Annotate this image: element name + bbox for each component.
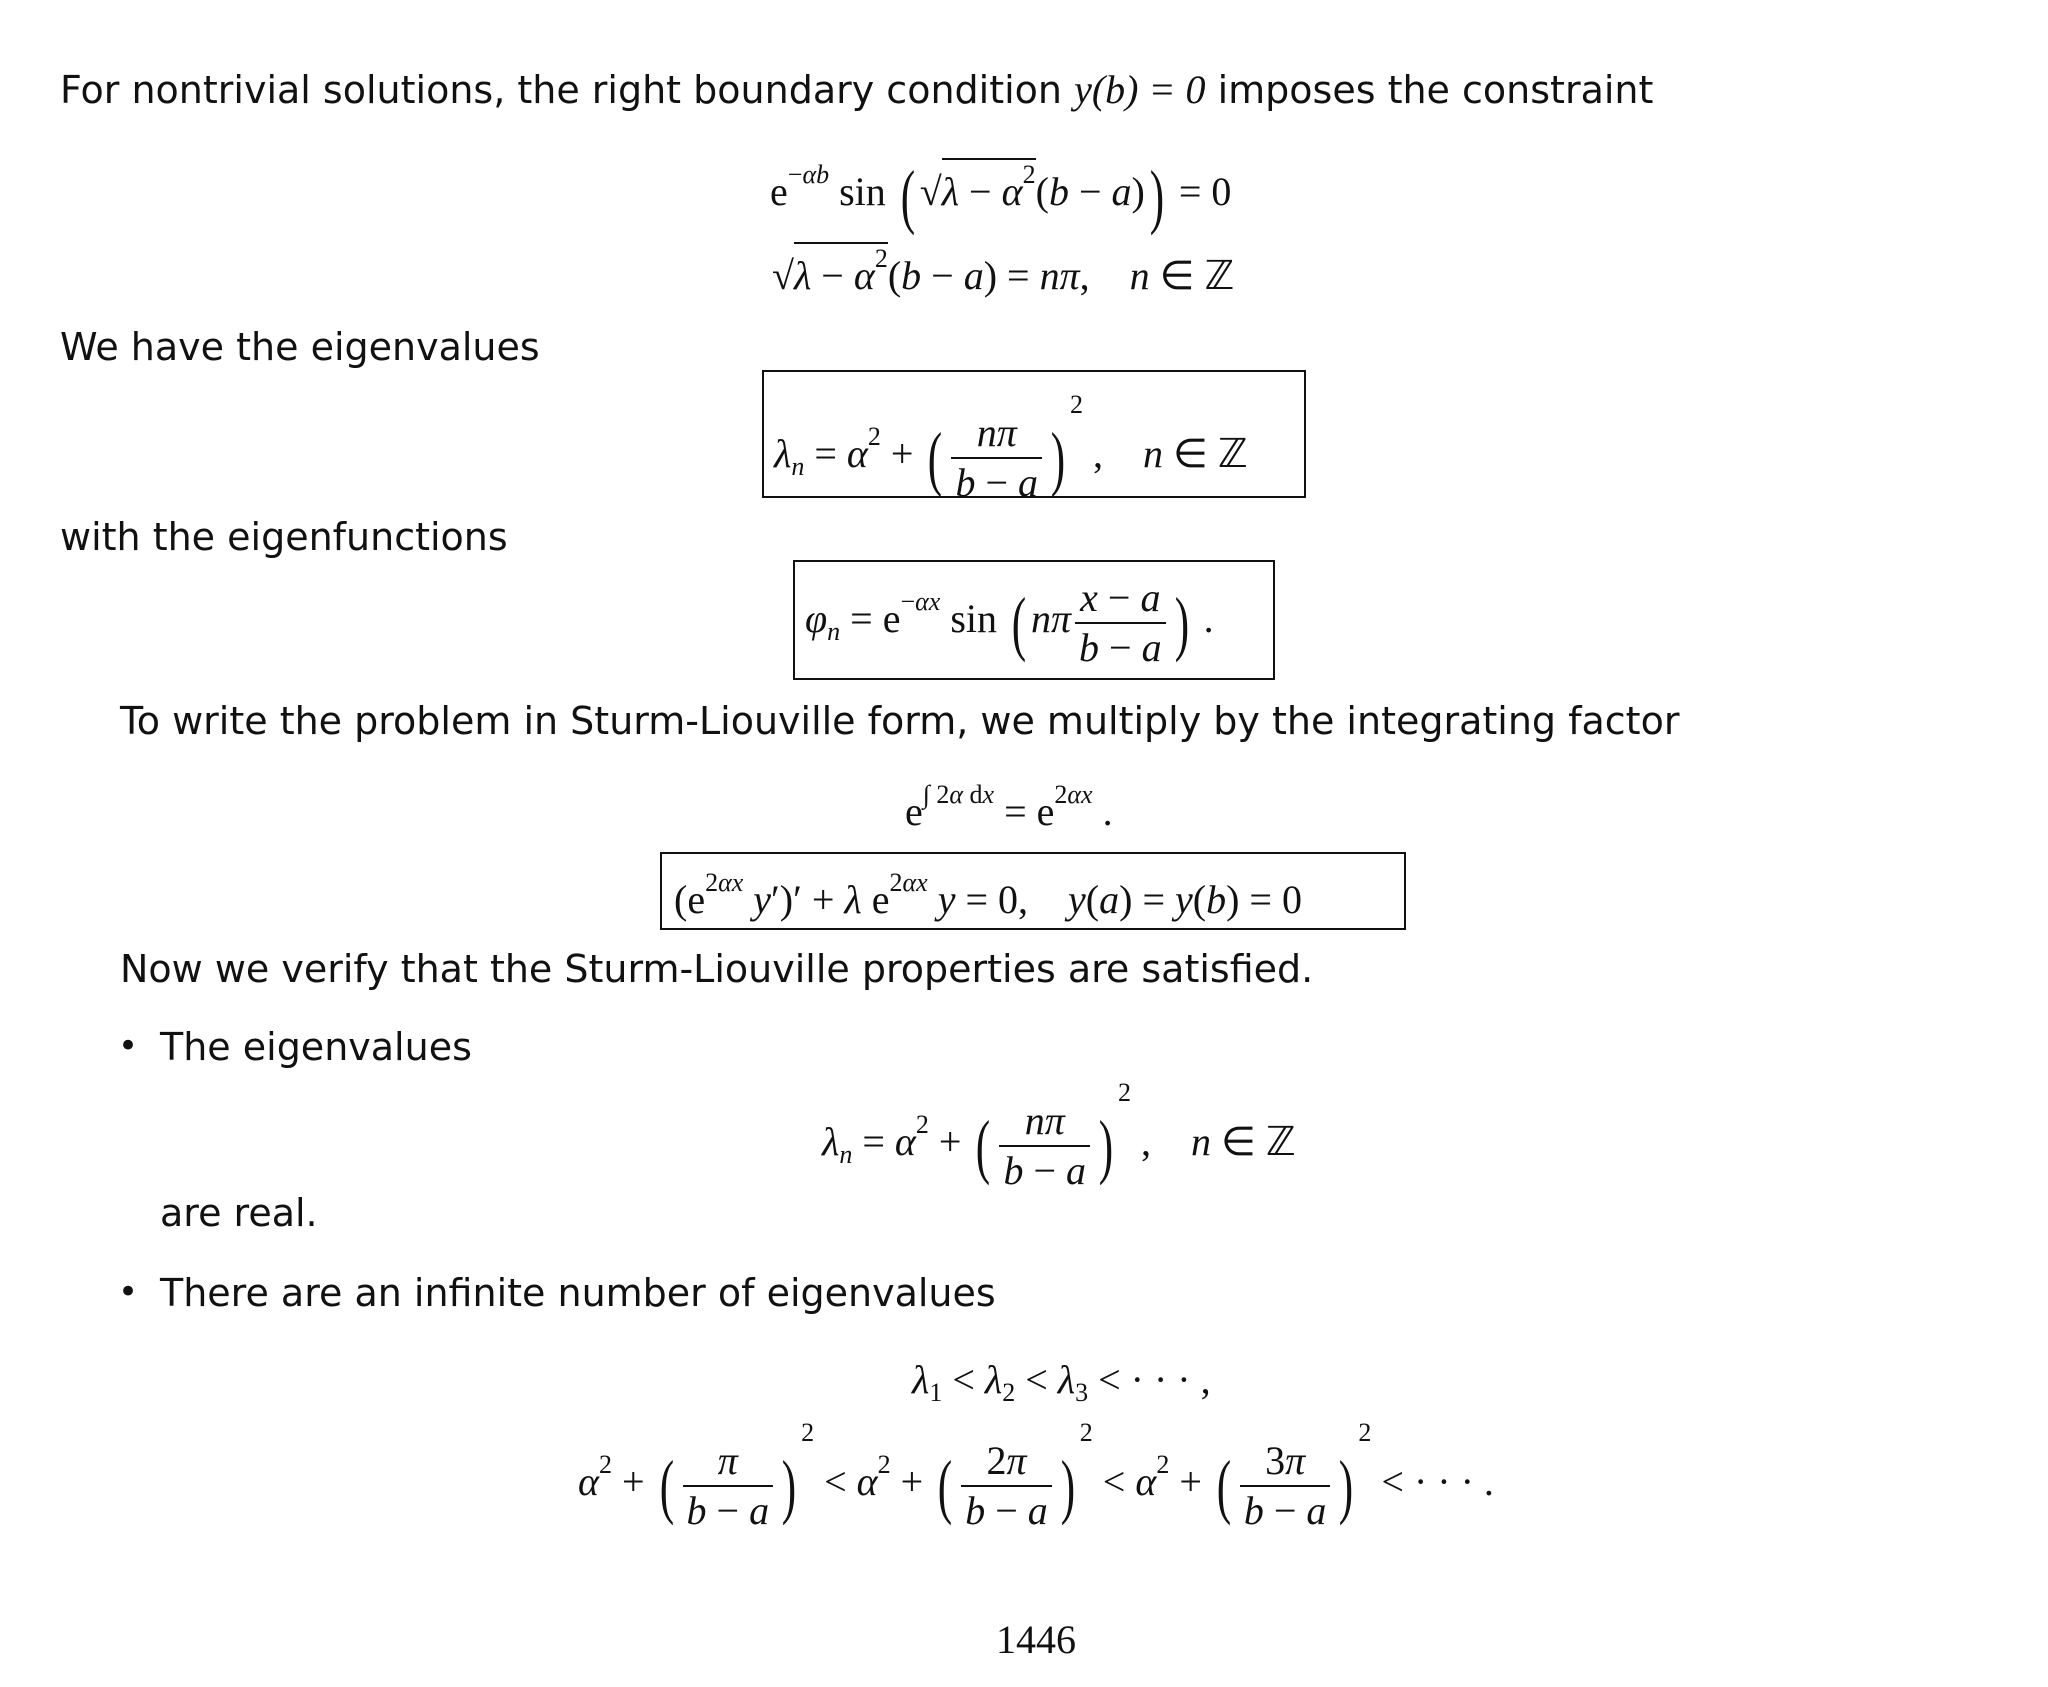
paragraph-verify-properties: Now we verify that the Sturm-Liouville properties are satisfied. [120,947,1314,991]
paragraph-text: For nontrivial solutions, the right boundary condition [60,68,1062,112]
equation-eigenvalue-ordering-expanded: $\alpha^2$ + ( $\frac{\pi}{b - a}$ )$^2 < \alpha^2$ + ( $\frac{2\pi}{b - a}$ )$^2 < \alpha^2$ + ( $\frac{3\pi}{b - a}$ )$^2$ < · · · . [578,1418,1494,1533]
paragraph-sturm-liouville-intro: To write the problem in Sturm-Liouville form, we multiply by the integrating factor [120,699,1680,743]
bullet-marker: • [118,1026,139,1066]
equation-eigenvalues-repeat: $\lambda_n = \alpha^2$ + ( $\frac{n\pi}{b - a}$ )$^2$ , n ∈ ℤ [822,1078,1296,1193]
bullet-marker: • [118,1272,139,1312]
paragraph-text: imposes the constraint [1217,68,1654,112]
paragraph-eigenvalues-intro: We have the eigenvalues [60,325,540,369]
equation-eigenvalue-ordering: $\lambda_1 < \lambda_2 < \lambda_3$ < · · · , [912,1357,1211,1407]
page-number: 1446 [996,1617,1076,1662]
bullet-tail-real: are real. [160,1191,318,1235]
boxed-sturm-liouville-form: ($e^{2\alpha x}$ y′)′ + λ $e^{2\alpha x}$ y = 0, y(a) = y(b) = 0 [660,852,1406,930]
equation-constraint-2: $√\lambda - \alpha^2(b - a) = n\pi$, n ∈ ℤ [772,244,1235,298]
inline-math-condition: y(b) = 0 [1074,67,1206,112]
bullet-infinite-eigenvalues: There are an infinite number of eigenvalues [160,1271,996,1315]
boxed-eigenvalues: $\lambda_n = \alpha^2$ + ( $\frac{n\pi}{b - a}$ )$^2$ , n ∈ ℤ [762,370,1306,498]
boxed-eigenfunctions: $\varphi_n = e^{-\alpha x}$ sin ( nπ $\frac{x - a}{b - a}$ ) . [793,560,1275,680]
bullet-eigenvalues-real: The eigenvalues [160,1025,472,1069]
equation-constraint-1: $e^{-\alpha b}$ sin ( $√\lambda - \alpha^2(b - a)) = 0$ [770,155,1232,236]
paragraph-boundary-condition [60,67,1654,112]
equation-integrating-factor: $e^{\int 2\alpha dx} = e^{2\alpha x}$ . [905,780,1113,834]
paragraph-eigenfunctions-intro: with the eigenfunctions [60,515,508,559]
